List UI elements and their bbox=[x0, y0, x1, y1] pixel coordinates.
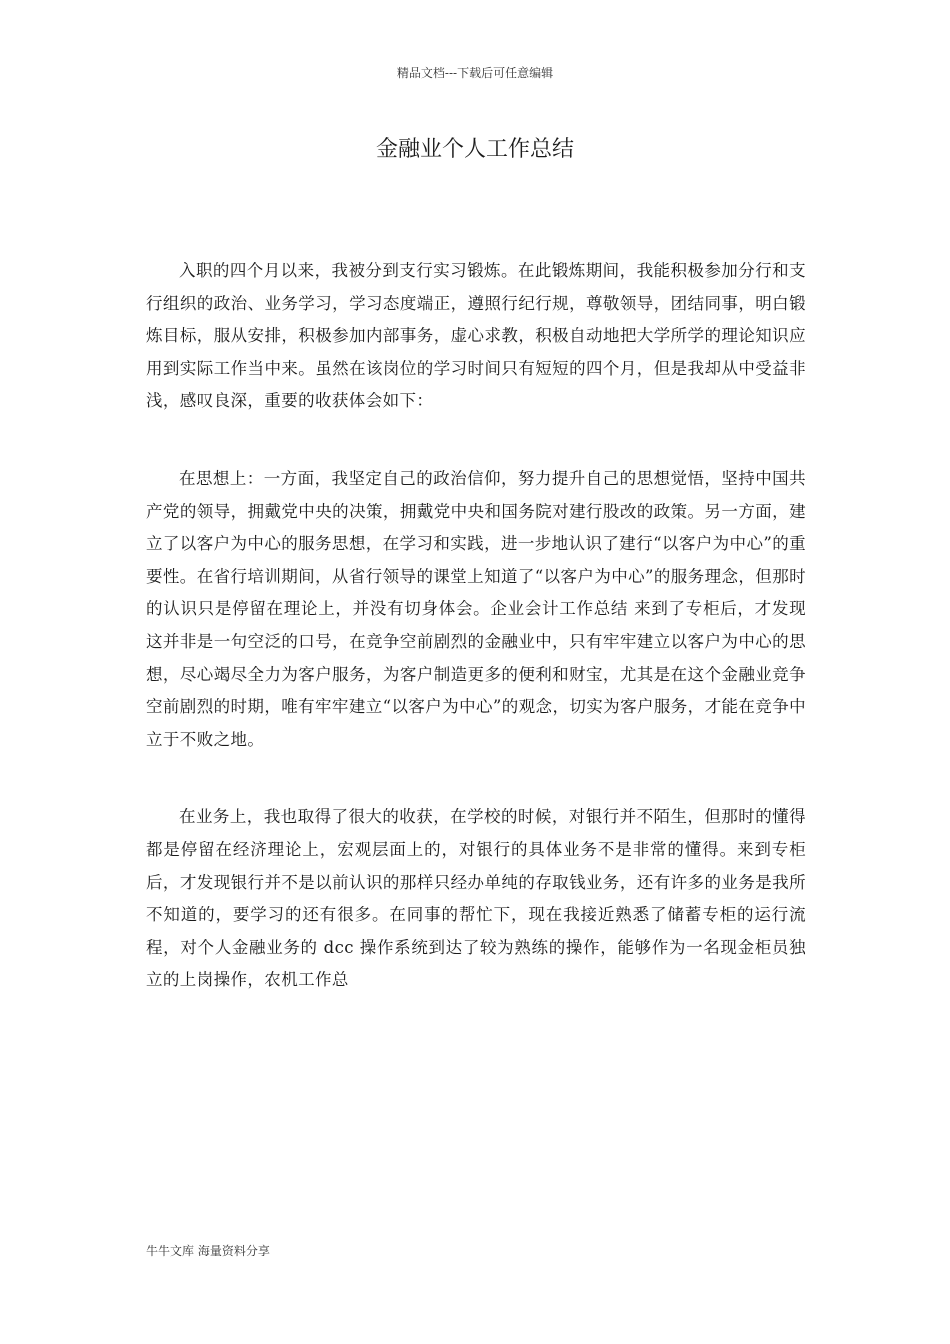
paragraph-ideology: 在思想上：一方面，我坚定自己的政治信仰，努力提升自己的思想觉悟，坚持中国共产党的领导，拥戴党中央的决策，拥戴党中央和国务院对建行股改的政策。另一方面，建立了以客户为中心的服务思想，在学习和实践，进一步地认识了建行“以客户为中心”的重要性。在省行培训期间，从省行领导的课堂上知道了“以客户为中心”的服务理念，但那时的认识只是停留在理论上，并没有切身体会。企业会计工作总结 来到了专柜后，才发现这并非是一句空泛的口号，在竞争空前剧烈的金融业中，只有牢牢建立以客户为中心的思想，尽心竭尽全力为客户服务，为客户制造更多的便利和财宝，尤其是在这个金融业竞争空前剧烈的时期，唯有牢牢建立“以客户为中心”的观念，切实为客户服务，才能在竞争中立于不败之地。 bbox=[146, 468, 806, 749]
paragraph-business: 在业务上，我也取得了很大的收获，在学校的时候，对银行并不陌生，但那时的懂得都是停留在经济理论上，宏观层面上的，对银行的具体业务不是非常的懂得。来到专柜后，才发现银行并不是以前认识的那样只经办单纯的存取钱业务，还有许多的业务是我所不知道的，要学习的还有很多。在同事的帮忙下，现在我接近熟悉了储蓄专柜的运行流程，对个人金融业务的 dcc 操作系统到达了较为熟练的操作，能够作为一名现金柜员独立的上岗操作，农机工作总 bbox=[146, 807, 806, 990]
document-body bbox=[146, 255, 806, 1042]
document-title: 金融业个人工作总结 bbox=[375, 137, 574, 162]
page-header: 精品文档---下载后可任意编辑 bbox=[396, 66, 554, 80]
paragraph-intro: 入职的四个月以来，我被分到支行实习锻炼。在此锻炼期间，我能积极参加分行和支行组织的政治、业务学习，学习态度端正，遵照行纪行规，尊敬领导，团结同事，明白锻炼目标，服从安排，积极参加内部事务，虚心求教，积极自动地把大学所学的理论知识应用到实际工作当中来。虽然在该岗位的学习时间只有短短的四个月，但是我却从中受益非浅，感叹良深，重要的收获体会如下： bbox=[146, 261, 806, 411]
page-footer: 牛牛文库 海量资料分享 bbox=[146, 1244, 270, 1258]
